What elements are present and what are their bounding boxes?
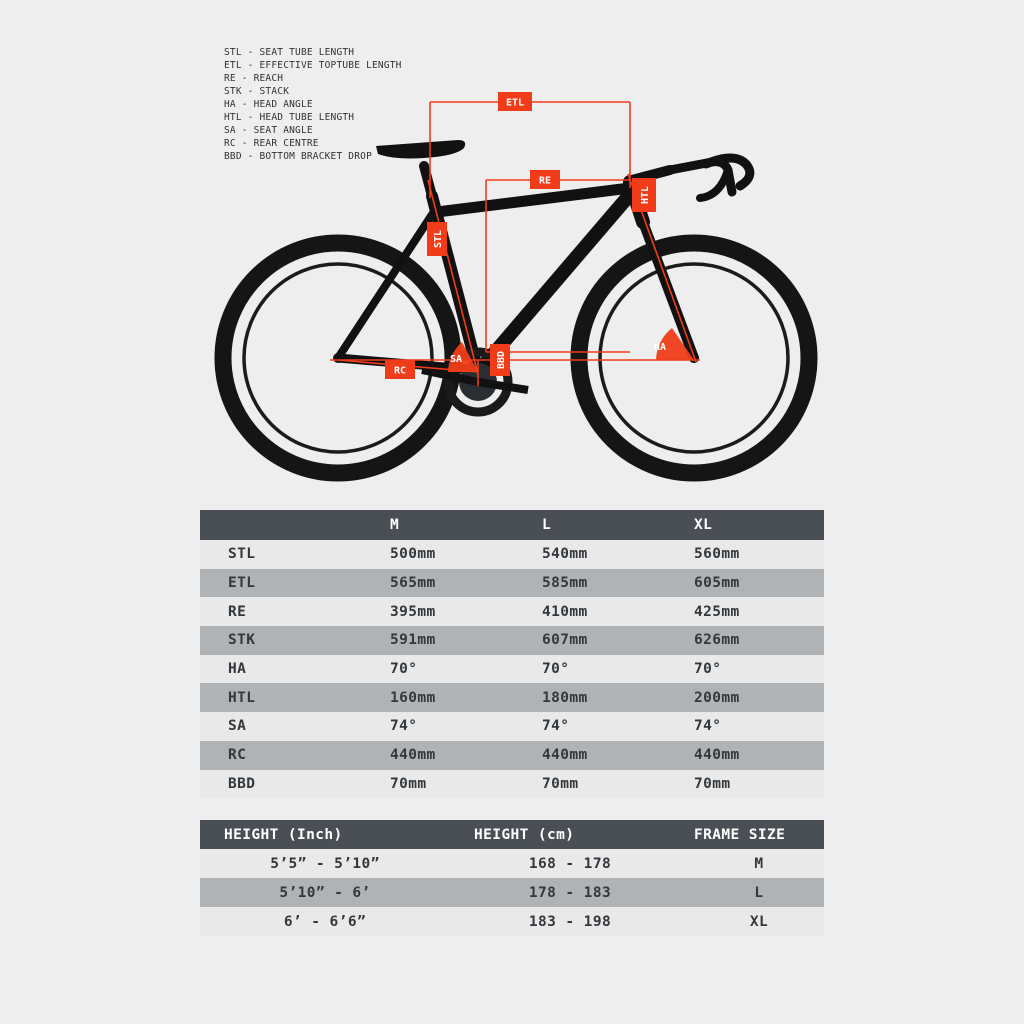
bike-frame [338,182,694,385]
label-re [530,170,560,189]
cell-height-cm: 178 - 183 [528,884,612,901]
cell-l: 70mm [542,775,579,792]
label-rc [385,360,415,379]
cell-height-cm: 168 - 178 [528,855,612,872]
header-size-xl: XL [686,510,824,540]
svg-text:RC: RC [393,365,407,377]
label-htl [632,178,656,212]
label-stl [427,222,447,256]
table-row [200,626,824,655]
bicycle-geometry-diagram [200,70,840,490]
svg-text:RE: RE [538,175,552,187]
legend-item: HTL - HEAD TUBE LENGTH [224,112,355,123]
cell-xl: 425mm [694,603,740,620]
table-row [200,878,824,907]
legend-item: BBD - BOTTOM BRACKET DROP [224,151,372,162]
cell-m: 70mm [390,775,427,792]
cell-l: 585mm [542,575,588,592]
header-frame-size: FRAME SIZE [690,820,824,849]
cell-height-inch: 6’ - 6’6” [283,913,367,930]
legend-item: RC - REAR CENTRE [224,138,319,149]
measurement-labels [385,92,666,379]
cell-m: 500mm [390,546,436,563]
table-row [200,540,824,569]
legend-item: ETL - EFFECTIVE TOPTUBE LENGTH [224,60,402,71]
cell-m: 160mm [390,689,436,706]
cell-l: 70° [542,661,570,678]
table-row [200,907,824,936]
row-label: BBD [228,775,256,792]
cell-frame-size: L [754,884,764,901]
row-label: STK [228,632,256,649]
row-label: ETL [228,575,256,592]
cell-l: 540mm [542,546,588,563]
row-label: HA [228,661,247,678]
cell-xl: 626mm [694,632,740,649]
cell-xl: 74° [694,718,722,735]
row-label: HTL [228,689,256,706]
row-label: RE [228,603,247,620]
row-label: SA [228,718,247,735]
cell-m: 565mm [390,575,436,592]
header-height-cm: HEIGHT (cm) [450,820,690,849]
legend-item: HA - HEAD ANGLE [224,99,313,110]
cell-xl: 560mm [694,546,740,563]
label-bbd [490,344,510,376]
cell-m: 70° [390,661,418,678]
legend-item: STK - STACK [224,86,290,97]
cell-m: 440mm [390,747,436,764]
cell-xl: 200mm [694,689,740,706]
row-label: STL [228,546,256,563]
svg-text:BBD: BBD [496,350,507,370]
table-row [200,712,824,741]
cell-frame-size: XL [749,913,769,930]
cell-height-cm: 183 - 198 [528,913,612,930]
cell-l: 607mm [542,632,588,649]
size-recommendation-table [200,820,824,936]
table-row [200,655,824,684]
cell-xl: 70° [694,661,722,678]
cell-xl: 440mm [694,747,740,764]
table-row [200,741,824,770]
svg-text:HA: HA [653,342,667,353]
table-row [200,569,824,598]
header-blank [200,510,382,540]
header-size-m: M [382,510,534,540]
svg-text:HTL: HTL [640,185,651,205]
table-row [200,770,824,799]
label-sa [450,354,462,365]
cell-m: 74° [390,718,418,735]
size-table-header-row [200,820,824,849]
table-row [200,597,824,626]
svg-text:STL: STL [433,229,444,249]
cell-height-inch: 5’10” - 6’ [279,884,371,901]
cell-l: 74° [542,718,570,735]
cell-l: 440mm [542,747,588,764]
header-height-inch: HEIGHT (Inch) [200,820,450,849]
geometry-table-header-row [200,510,824,540]
saddle-and-seatpost [376,140,465,196]
cell-m: 395mm [390,603,436,620]
cell-l: 180mm [542,689,588,706]
cell-l: 410mm [542,603,588,620]
table-row [200,849,824,878]
svg-text:SA: SA [449,354,463,365]
svg-text:ETL: ETL [505,97,525,109]
legend-item: SA - SEAT ANGLE [224,125,313,136]
cell-xl: 70mm [694,775,731,792]
legend-item: RE - REACH [224,73,284,84]
cell-frame-size: M [754,855,764,872]
cell-height-inch: 5’5” - 5’10” [270,855,380,872]
geometry-table [200,510,824,798]
legend-item: STL - SEAT TUBE LENGTH [224,47,355,58]
label-ha [654,342,666,353]
header-size-l: L [534,510,686,540]
cell-xl: 605mm [694,575,740,592]
label-etl [498,92,532,111]
table-row [200,683,824,712]
cell-m: 591mm [390,632,436,649]
row-label: RC [228,747,247,764]
